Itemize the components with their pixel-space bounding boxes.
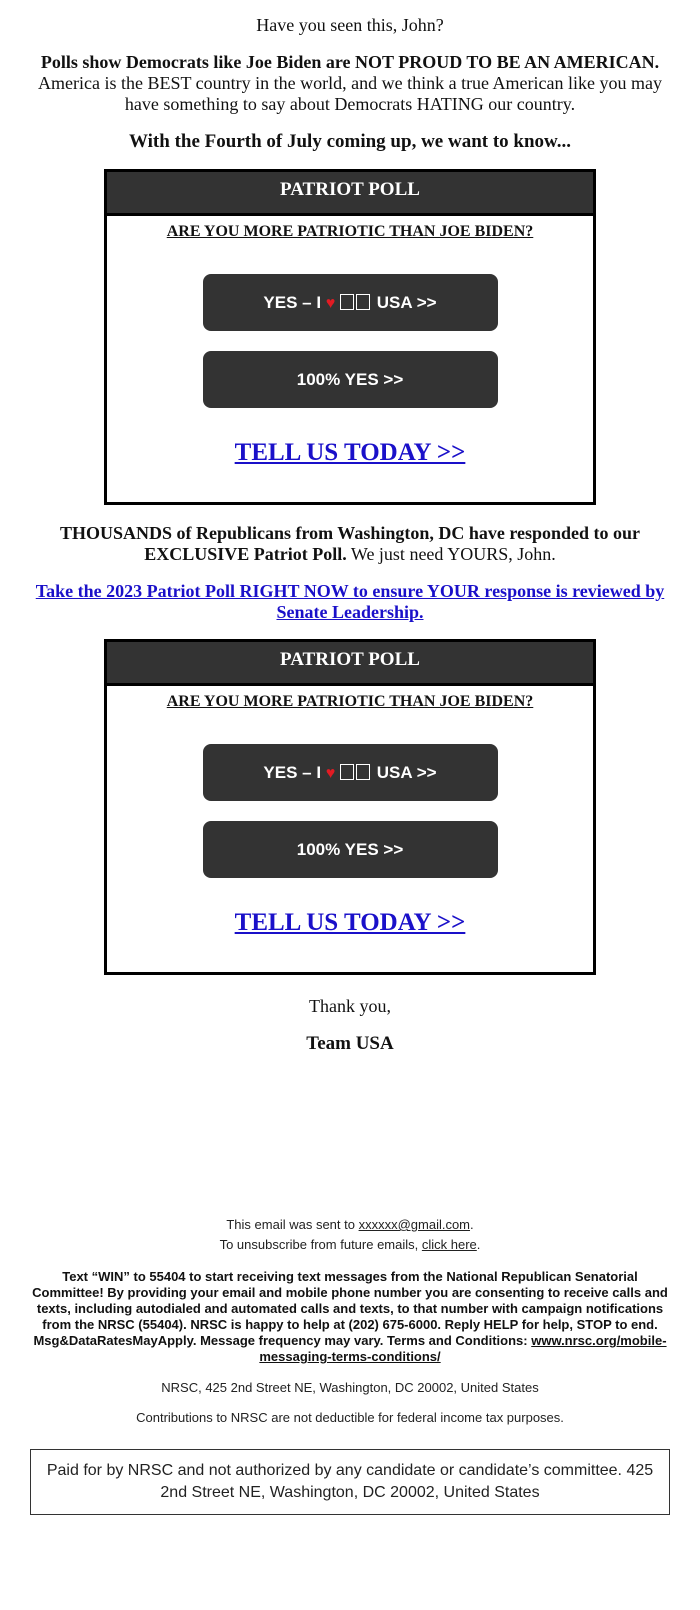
greeting: Have you seen this, John? xyxy=(256,15,444,35)
take-poll-link[interactable]: Take the 2023 Patriot Poll RIGHT NOW to ensure YOUR response is reviewed by Senate Leadership. xyxy=(35,581,665,622)
heart-icon: ♥ xyxy=(325,765,336,782)
yes-label: YES – I xyxy=(263,293,322,312)
address: NRSC, 425 2nd Street NE, Washington, DC 20002, United States xyxy=(161,1380,539,1395)
intro-rest: America is the BEST country in the world, and we think a true American like you may have something to say about Democrats HATING our country. xyxy=(37,73,662,114)
sms-disclaimer xyxy=(30,1269,670,1365)
footer xyxy=(30,1215,670,1427)
poll-header: PATRIOT POLL xyxy=(107,172,593,216)
tell-us-today-link[interactable]: TELL US TODAY >> xyxy=(234,909,466,936)
usa-label: USA >> xyxy=(376,293,437,312)
thank-you: Thank you, xyxy=(309,996,391,1016)
hundred-percent-yes-button[interactable]: 100% YES >> xyxy=(203,821,498,878)
flag-icon xyxy=(340,763,372,782)
hundred-percent-yes-button[interactable]: 100% YES >> xyxy=(203,351,498,408)
paid-for-disclaimer: Paid for by NRSC and not authorized by any candidate or candidate’s committee. 425 2nd Street NE, Washington, DC 20002, United States xyxy=(30,1449,670,1515)
yes-label: YES – I xyxy=(263,763,322,782)
poll-question: ARE YOU MORE PATRIOTIC THAN JOE BIDEN? xyxy=(166,223,534,240)
intro-bold: Polls show Democrats like Joe Biden are NOT PROUD TO BE AN AMERICAN. xyxy=(40,52,660,72)
unsubscribe-line: To unsubscribe from future emails, click here. xyxy=(219,1237,481,1252)
tell-us-today-link[interactable]: TELL US TODAY >> xyxy=(234,439,466,466)
terms-link[interactable]: www.nrsc.org/mobile-messaging-terms-conditions/ xyxy=(259,1333,667,1364)
yes-love-usa-button[interactable] xyxy=(203,744,498,801)
sent-to-line: This email was sent to xxxxxx@gmail.com. xyxy=(226,1217,474,1232)
thousands-rest: We just need YOURS, John. xyxy=(346,544,556,564)
heart-icon: ♥ xyxy=(325,295,336,312)
poll-header: PATRIOT POLL xyxy=(107,642,593,686)
recipient-email-link[interactable]: xxxxxx@gmail.com xyxy=(358,1217,471,1232)
email-body xyxy=(30,14,670,1515)
signoff: Team USA xyxy=(306,1033,394,1054)
flag-icon xyxy=(340,293,372,312)
unsubscribe-link[interactable]: click here xyxy=(421,1237,477,1252)
thousands-paragraph xyxy=(30,523,670,565)
patriot-poll-box-1 xyxy=(104,169,596,505)
intro-paragraph xyxy=(30,52,670,115)
fourth-of-july-heading: With the Fourth of July coming up, we want to know... xyxy=(129,131,571,152)
poll-question: ARE YOU MORE PATRIOTIC THAN JOE BIDEN? xyxy=(166,693,534,710)
contributions-disclaimer: Contributions to NRSC are not deductible for federal income tax purposes. xyxy=(136,1410,564,1425)
sms-text: Text “WIN” to 55404 to start receiving text messages from the National Republican Senatorial Committee! By providing your email and mobile phone number you are consenting to receive calls and texts, including autodialed and automated calls and texts, to that number with campaign notifications from the NRSC (55404). NRSC is happy to help at (202) 675-6000. Reply HELP for help, STOP to end. Msg&DataRatesMayApply. Message frequency may vary. Terms and Conditions: xyxy=(32,1269,668,1348)
usa-label: USA >> xyxy=(376,763,437,782)
patriot-poll-box-2 xyxy=(104,639,596,975)
yes-love-usa-button[interactable] xyxy=(203,274,498,331)
thousands-bold: THOUSANDS of Republicans from Washington, DC have responded to our EXCLUSIVE Patriot Poll. xyxy=(59,523,641,564)
